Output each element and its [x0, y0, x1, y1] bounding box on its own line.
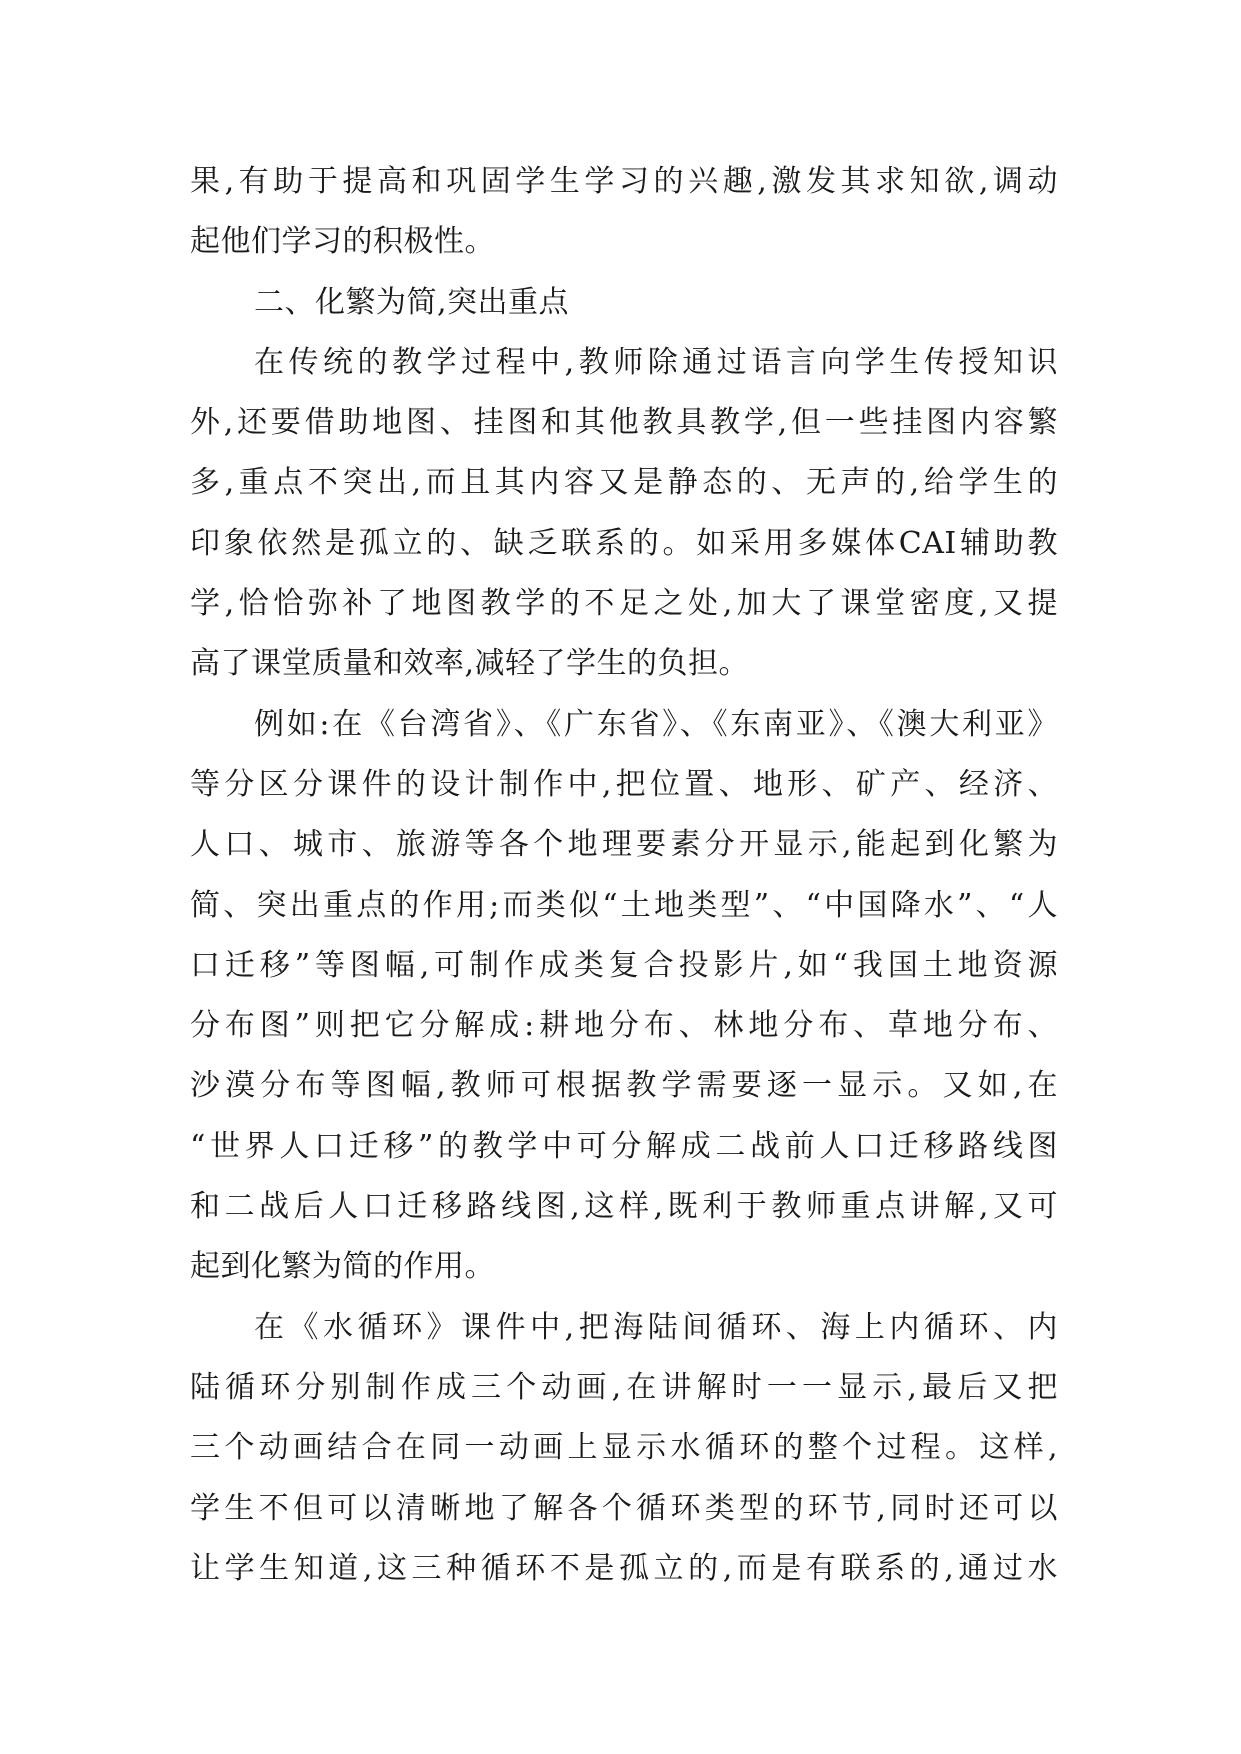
- text-line: 学,恰恰弥补了地图教学的不足之处,加大了课堂密度,又提: [190, 586, 1058, 622]
- text-line: 起到化繁为简的作用。: [190, 1249, 495, 1285]
- text-line: 在传统的教学过程中,教师除通过语言向学生传授知识: [254, 344, 1058, 380]
- text-line: 分布图”则把它分解成:耕地分布、林地分布、草地分布、: [190, 1008, 1058, 1044]
- text-line: 果,有助于提高和巩固学生学习的兴趣,激发其求知欲,调动: [190, 164, 1058, 199]
- text-line: “世界人口迁移”的教学中可分解成二战前人口迁移路线图: [190, 1128, 1058, 1164]
- body-text: [190, 152, 1058, 1599]
- text-line: 学生不但可以清晰地了解各个循环类型的环节,同时还可以: [190, 1490, 1058, 1526]
- section-heading: 二、化繁为简,突出重点: [254, 284, 570, 320]
- text-line: 三个动画结合在同一动画上显示水循环的整个过程。这样,: [190, 1430, 1058, 1466]
- text-line: 等分区分课件的设计制作中,把位置、地形、矿产、经济、: [190, 766, 1058, 802]
- text-line: 起他们学习的积极性。: [190, 224, 495, 260]
- text-line: 让学生知道,这三种循环不是孤立的,而是有联系的,通过水: [190, 1550, 1058, 1586]
- text-line: 在《水循环》课件中,把海陆间循环、海上内循环、内: [254, 1309, 1058, 1345]
- text-line: 陆循环分别制作成三个动画,在讲解时一一显示,最后又把: [190, 1369, 1058, 1405]
- text-line: 多,重点不突出,而且其内容又是静态的、无声的,给学生的: [190, 465, 1058, 501]
- text-line: 和二战后人口迁移路线图,这样,既利于教师重点讲解,又可: [190, 1189, 1058, 1225]
- text-line: 简、突出重点的作用;而类似“土地类型”、“中国降水”、“人: [190, 887, 1058, 923]
- text-line: 人口、城市、旅游等各个地理要素分开显示,能起到化繁为: [190, 827, 1058, 863]
- text-line: 高了课堂质量和效率,减轻了学生的负担。: [190, 646, 750, 682]
- text-line: 口迁移”等图幅,可制作成类复合投影片,如“我国土地资源: [190, 947, 1058, 983]
- text-line: 外,还要借助地图、挂图和其他教具教学,但一些挂图内容繁: [190, 405, 1058, 441]
- text-line: 印象依然是孤立的、缺乏联系的。如采用多媒体CAI辅助教: [190, 525, 1058, 561]
- text-line: 例如:在《台湾省》、《广东省》、《东南亚》、《澳大利亚》: [254, 706, 1058, 742]
- text-line: 沙漠分布等图幅,教师可根据教学需要逐一显示。又如,在: [190, 1068, 1058, 1104]
